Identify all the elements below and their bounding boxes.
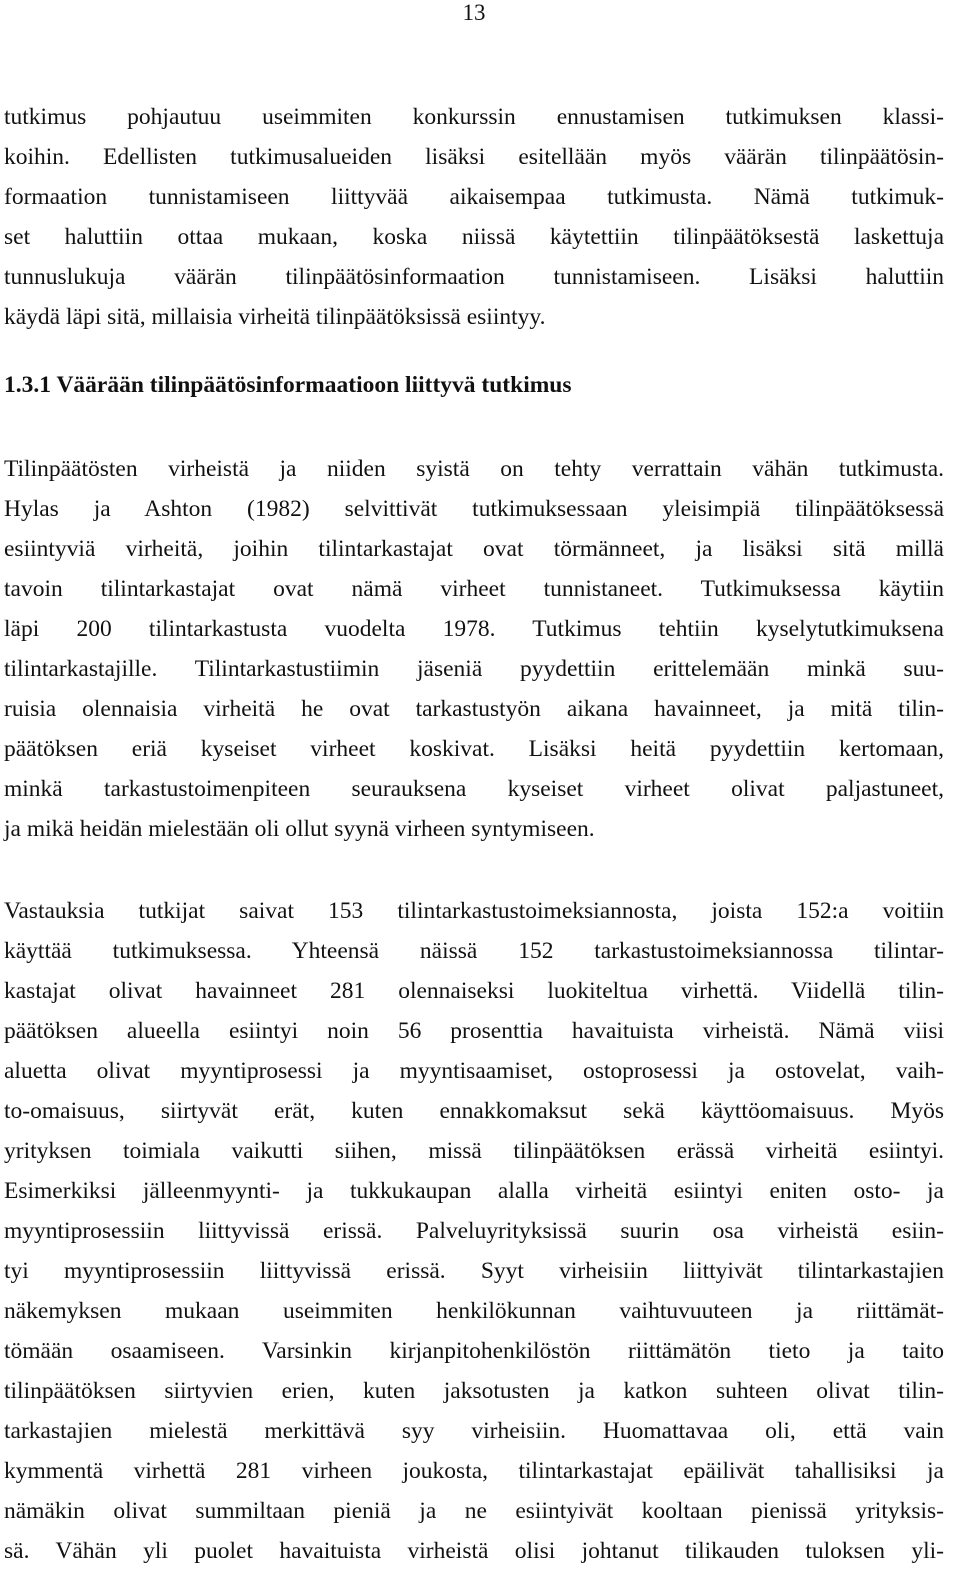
paragraph-line: päätöksen eriä kyseiset virheet koskivat. Lisäksi heitä pyydettiin kertomaan, xyxy=(4,736,944,762)
paragraph-line: käyttää tutkimuksessa. Yhteensä näissä 152 tarkastustoimeksiannossa tilintar- xyxy=(4,938,944,964)
paragraph-line: set haluttiin ottaa mukaan, koska niissä käytettiin tilinpäätöksestä laskettuja xyxy=(4,224,944,250)
paragraph-line: Vastauksia tutkijat saivat 153 tilintarkastustoimeksiannosta, joista 152:a voitiin xyxy=(4,898,944,924)
paragraph-line: myyntiprosessiin liittyvissä erissä. Palveluyrityksissä suurin osa virheistä esiin- xyxy=(4,1218,944,1244)
paragraph-line: ja mikä heidän mielestään oli ollut syynä virheen syntymiseen. xyxy=(4,816,595,842)
paragraph-line: kymmentä virhettä 281 virheen joukosta, tilintarkastajat epäilivät tahallisiksi ja xyxy=(4,1458,944,1484)
paragraph-line: tunnuslukuja väärän tilinpäätösinformaation tunnistamiseen. Lisäksi haluttiin xyxy=(4,264,944,290)
page-number: 13 xyxy=(462,0,486,25)
paragraph-line: päätöksen alueella esiintyi noin 56 prosenttia havaituista virheistä. Nämä viisi xyxy=(4,1018,944,1044)
paragraph-line: tarkastajien mielestä merkittävä syy virheisiin. Huomattavaa oli, että vain xyxy=(4,1418,944,1444)
paragraph-line: läpi 200 tilintarkastusta vuodelta 1978. Tutkimus tehtiin kyselytutkimuksena xyxy=(4,616,944,642)
paragraph-line: tilinpäätöksen siirtyvien erien, kuten jaksotusten ja katkon suhteen olivat tilin- xyxy=(4,1378,944,1404)
paragraph-line: nämäkin olivat summiltaan pieniä ja ne esiintyivät kooltaan pienissä yrityksis- xyxy=(4,1498,944,1524)
paragraph-line: Esimerkiksi jälleenmyynti- ja tukkukaupan alalla virheitä esiintyi eniten osto- ja xyxy=(4,1178,944,1204)
paragraph-line: Hylas ja Ashton (1982) selvittivät tutkimuksessaan yleisimpiä tilinpäätöksessä xyxy=(4,496,944,522)
paragraph-line: tyi myyntiprosessiin liittyvissä erissä. Syyt virheisiin liittyivät tilintarkastajien xyxy=(4,1258,944,1284)
paragraph-line: yrityksen toimiala vaikutti siihen, missä tilinpäätöksen erässä virheitä esiintyi. xyxy=(4,1138,944,1164)
paragraph-line: tutkimus pohjautuu useimmiten konkurssin ennustamisen tutkimuksen klassi- xyxy=(4,104,944,130)
paragraph-line: ruisia olennaisia virheitä he ovat tarkastustyön aikana havainneet, ja mitä tilin- xyxy=(4,696,944,722)
paragraph-line: näkemyksen mukaan useimmiten henkilökunnan vaihtuvuuteen ja riittämät- xyxy=(4,1298,944,1324)
paragraph-line: esiintyviä virheitä, joihin tilintarkastajat ovat törmänneet, ja lisäksi sitä millä xyxy=(4,536,944,562)
paragraph-line: minkä tarkastustoimenpiteen seurauksena kyseiset virheet olivat paljastuneet, xyxy=(4,776,944,802)
paragraph-line: Tilinpäätösten virheistä ja niiden syistä on tehty verrattain vähän tutkimusta. xyxy=(4,456,944,482)
paragraph-line: käydä läpi sitä, millaisia virheitä tilinpäätöksissä esiintyy. xyxy=(4,304,546,330)
paragraph-line: formaation tunnistamiseen liittyvää aikaisempaa tutkimusta. Nämä tutkimuk- xyxy=(4,184,944,210)
paragraph-line: tilintarkastajille. Tilintarkastustiimin jäseniä pyydettiin erittelemään minkä suu- xyxy=(4,656,944,682)
section-heading: 1.3.1 Väärään tilinpäätösinformaatioon liittyvä tutkimus xyxy=(4,372,572,398)
paragraph-line: aluetta olivat myyntiprosessi ja myyntisaamiset, ostoprosessi ja ostovelat, vaih- xyxy=(4,1058,944,1084)
paragraph-line: tavoin tilintarkastajat ovat nämä virheet tunnistaneet. Tutkimuksessa käytiin xyxy=(4,576,944,602)
paragraph-line: sä. Vähän yli puolet havaituista virheistä olisi johtanut tilikauden tuloksen yli- xyxy=(4,1538,944,1564)
paragraph-line: tömään osaamiseen. Varsinkin kirjanpitohenkilöstön riittämätön tieto ja taito xyxy=(4,1338,944,1364)
paragraph-line: to-omaisuus, siirtyvät erät, kuten ennakkomaksut sekä käyttöomaisuus. Myös xyxy=(4,1098,944,1124)
paragraph-line: kastajat olivat havainneet 281 olennaiseksi luokiteltua virhettä. Viidellä tilin- xyxy=(4,978,944,1004)
paragraph-line: koihin. Edellisten tutkimusalueiden lisäksi esitellään myös väärän tilinpäätösin- xyxy=(4,144,944,170)
